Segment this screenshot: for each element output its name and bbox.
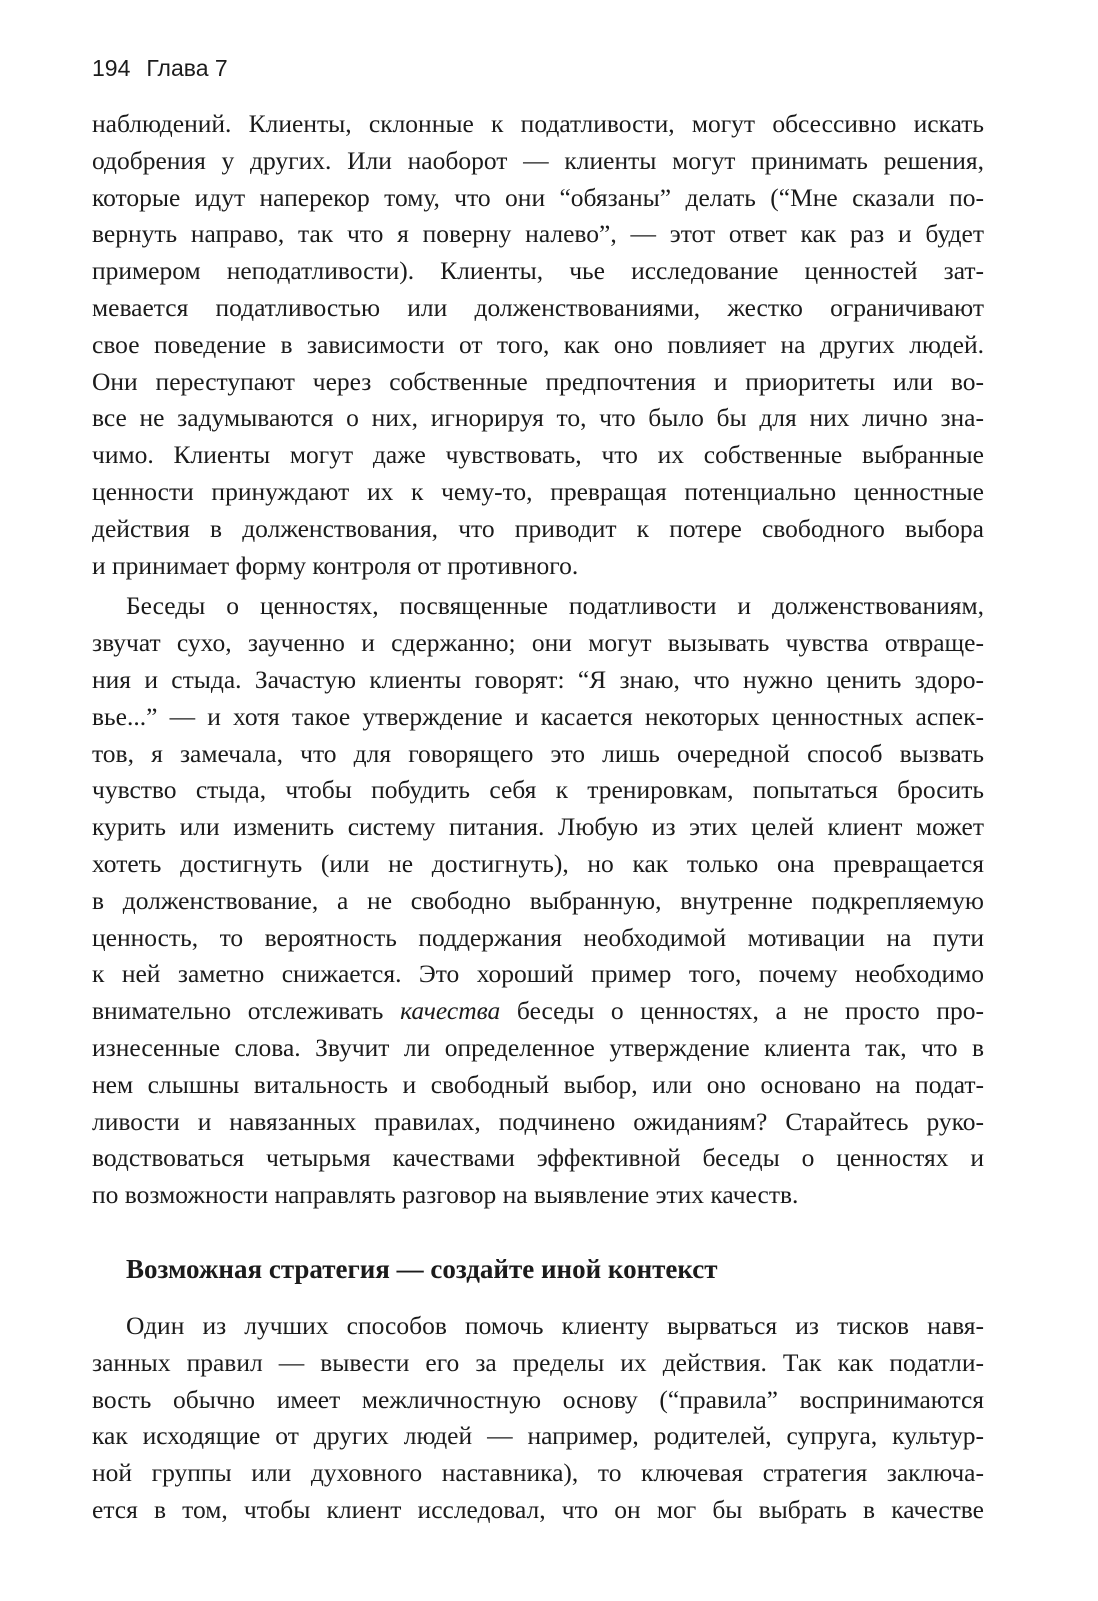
text-line: в долженствование, а не свободно выбранную, внутренне подкрепляемую — [92, 885, 984, 915]
running-head — [92, 52, 984, 84]
text-line: ливости и навязанных правилах, подчинено ожиданиям? Старайтесь руко- — [92, 1106, 984, 1136]
text-line: чимо. Клиенты могут даже чувствовать, что их собственные выбранные — [92, 440, 984, 470]
text-line: которые идут наперекор тому, что они “обязаны” делать (“Мне сказали по- — [92, 182, 984, 212]
text-line: мевается податливостью или долженствованиями, жестко ограничивают — [92, 292, 984, 322]
text-line: хотеть достигнуть (или не достигнуть), но как только она превращается — [92, 848, 984, 878]
text-line: Они переступают через собственные предпочтения и приоритеты или во- — [92, 366, 984, 396]
paragraph-1 — [92, 106, 984, 584]
text-span: беседы о ценностях, а не просто про- — [500, 996, 984, 1026]
text-line: примером неподатливости). Клиенты, чье исследование ценностей зат- — [92, 256, 984, 286]
text-line: вость обычно имеет межличностную основу (“правила” воспринимаются — [92, 1384, 984, 1414]
text-line: ется в том, чтобы клиент исследовал, что он мог бы выбрать в качестве — [92, 1494, 984, 1524]
page-number: 194 — [92, 55, 131, 81]
text-line: действия в долженствования, что приводит к потере свободного выбора — [92, 513, 984, 543]
text-line: чувство стыда, чтобы побудить себя к тренировкам, попытаться бросить — [92, 775, 984, 805]
text-span: внимательно отслеживать — [92, 996, 401, 1026]
text-line: к ней заметно снижается. Это хороший пример того, почему необходимо — [92, 959, 984, 989]
text-line: ценности принуждают их к чему-то, превращая потенциально ценностные — [92, 476, 984, 506]
book-page — [92, 52, 984, 1529]
text-line: все не задумываются о них, игнорируя то, что было бы для них лично зна- — [92, 403, 984, 433]
text-line-with-emphasis — [92, 993, 984, 1030]
paragraph-2 — [92, 588, 984, 1214]
text-line: водствоваться четырьмя качествами эффективной беседы о ценностях и — [92, 1143, 984, 1173]
text-line: нем слышны витальность и свободный выбор, или оно основано на подат- — [92, 1069, 984, 1099]
paragraph-3 — [92, 1308, 984, 1529]
text-line: вье...” — и хотя такое утверждение и касается некоторых ценностных аспек- — [92, 701, 984, 731]
text-line: и принимает форму контроля от противного. — [92, 550, 579, 580]
text-line: одобрения у других. Или наоборот — клиенты могут принимать решения, — [92, 145, 984, 175]
section-heading: Возможная стратегия — создайте иной контекст — [126, 1253, 718, 1284]
text-line: по возможности направлять разговор на выявление этих качеств. — [92, 1180, 799, 1210]
text-line: изнесенные слова. Звучит ли определенное утверждение клиента так, что в — [92, 1032, 984, 1062]
text-line: курить или изменить систему питания. Любую из этих целей клиент может — [92, 812, 984, 842]
text-line: ценность, то вероятность поддержания необходимой мотивации на пути — [92, 922, 984, 952]
emphasized-word: качества — [400, 996, 501, 1026]
text-line: свое поведение в зависимости от того, как оно повлияет на других людей. — [92, 329, 984, 359]
text-line: Беседы о ценностях, посвященные податливости и долженствованиям, — [126, 591, 984, 621]
chapter-title: Глава 7 — [146, 55, 228, 81]
text-line: звучат сухо, заученно и сдержанно; они могут вызывать чувства отвраще- — [92, 628, 984, 658]
text-line: вернуть направо, так что я поверну налево”, — этот ответ как раз и будет — [92, 219, 984, 249]
text-line: тов, я замечала, что для говорящего это лишь очередной способ вызвать — [92, 738, 984, 768]
text-line: как исходящие от других людей — например, родителей, супруга, культур- — [92, 1421, 984, 1451]
text-line: наблюдений. Клиенты, склонные к податливости, могут обсессивно искать — [92, 109, 984, 138]
text-line: занных правил — вывести его за пределы их действия. Так как податли- — [92, 1347, 984, 1377]
text-line: ной группы или духовного наставника), то ключевая стратегия заключа- — [92, 1458, 984, 1488]
text-line: Один из лучших способов помочь клиенту вырваться из тисков навя- — [126, 1310, 984, 1340]
text-line: ния и стыда. Зачастую клиенты говорят: “Я знаю, что нужно ценить здоро- — [92, 664, 984, 694]
